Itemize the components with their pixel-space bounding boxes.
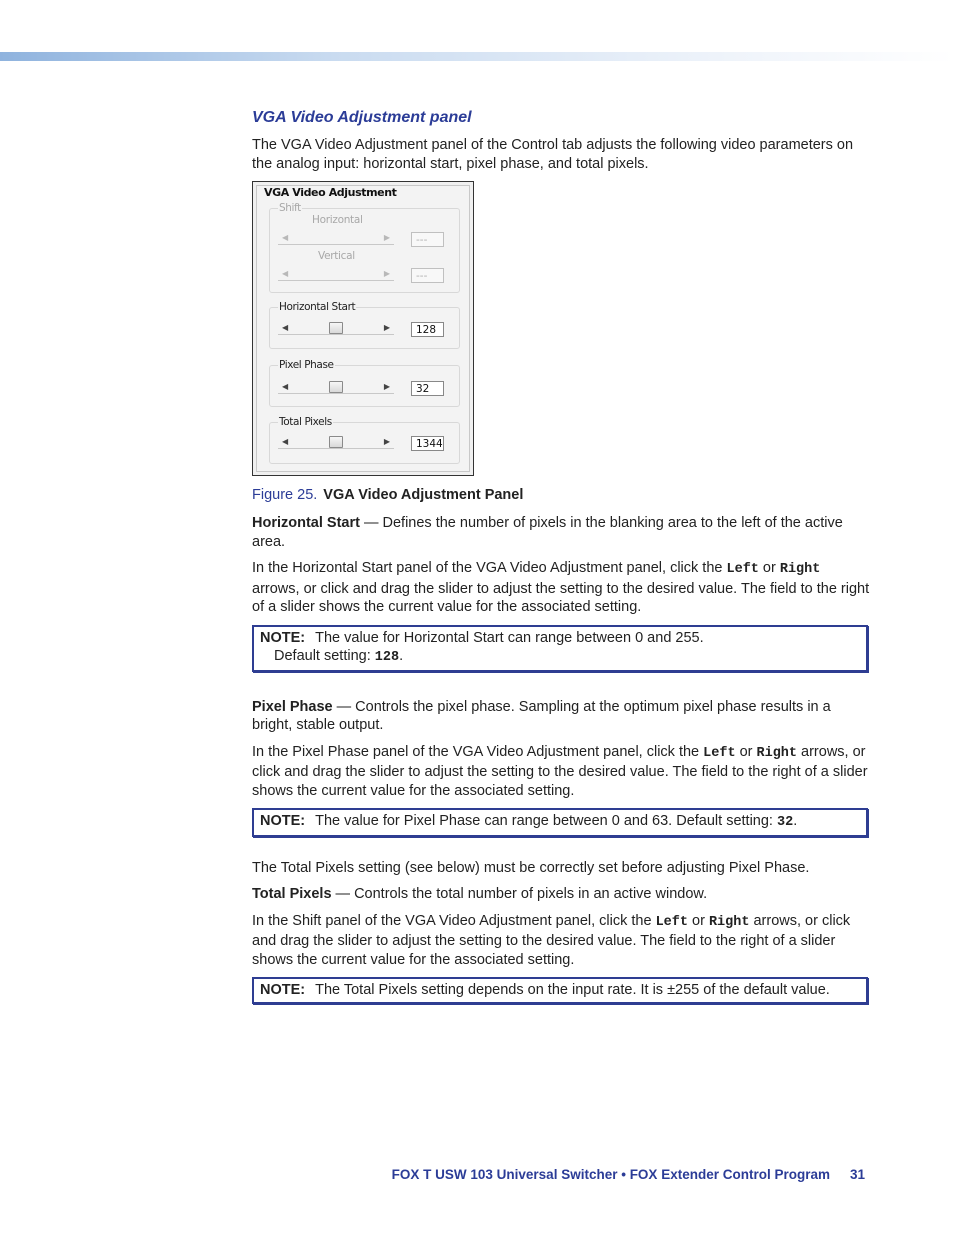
right-arrow-icon[interactable]: ▶ <box>383 323 390 332</box>
figure-caption <box>252 486 870 504</box>
pixel-phase-group <box>269 359 460 407</box>
note-text: The value for Pixel Phase can range between 0 and 63. Default setting: <box>315 813 777 829</box>
main-content <box>252 108 870 1016</box>
note-end: . <box>793 813 798 829</box>
left-key: Left <box>655 914 688 930</box>
left-arrow-icon[interactable]: ◀ <box>282 382 289 391</box>
or-text: or <box>758 560 780 576</box>
right-arrow-icon[interactable]: ▶ <box>383 269 390 278</box>
slider-thumb[interactable] <box>329 436 343 448</box>
left-arrow-icon[interactable]: ◀ <box>282 269 289 278</box>
instruction-text: arrows, or click and drag the slider to adjust the setting to the desired value. The field to the right of a slider shows the current value for the associated setting. <box>252 743 868 799</box>
note-default-line <box>260 647 860 668</box>
right-key: Right <box>779 562 821 577</box>
slider-thumb[interactable] <box>329 381 343 393</box>
vga-adjustment-screenshot <box>252 181 474 476</box>
shift-label: Shift <box>279 202 301 214</box>
total-pixels-instructions <box>252 912 870 970</box>
page-footer <box>0 1167 865 1182</box>
pixel-phase-instructions <box>252 743 870 801</box>
total-pixels-definition <box>252 885 870 904</box>
right-key: Right <box>708 914 750 930</box>
panel-title: VGA Video Adjustment <box>264 186 397 199</box>
total-pixels-note <box>252 977 868 1004</box>
horizontal-start-instructions <box>252 559 870 617</box>
pixel-phase-term: Pixel Phase <box>252 698 333 715</box>
note-default-prefix: Default setting: <box>274 648 375 664</box>
definition-text: — Defines the number of pixels in the blanking area to the left of the active area. <box>252 515 843 550</box>
left-arrow-icon[interactable]: ◀ <box>282 323 289 332</box>
instruction-text: In the Shift panel of the VGA Video Adjustment panel, click the <box>252 912 656 929</box>
instruction-text: arrows, or click and drag the slider to adjust the setting to the desired value. The field to the right of a slider shows the current value for the associated setting. <box>252 912 851 968</box>
note-text: The value for Horizontal Start can range between 0 and 255. <box>315 629 704 646</box>
footer-title: FOX T USW 103 Universal Switcher • FOX Extender Control Program <box>391 1167 830 1182</box>
note-text: The Total Pixels setting depends on the input rate. It is ±255 of the default value. <box>315 982 830 998</box>
horizontal-start-note <box>252 625 868 672</box>
instruction-text: arrows, or click and drag the slider to adjust the setting to the desired value. The field to the right of a slider shows the current value for the associated setting. <box>252 580 870 615</box>
total-pixels-label: Total Pixels <box>279 416 332 428</box>
pixel-phase-slider[interactable] <box>278 381 394 394</box>
page-number: 31 <box>849 1167 865 1182</box>
total-pixels-group <box>269 416 460 464</box>
note-end: . <box>399 648 404 664</box>
total-pixels-value[interactable]: 1344 <box>411 436 444 451</box>
total-pixels-term: Total Pixels <box>252 886 332 902</box>
right-key: Right <box>756 745 798 761</box>
spacer <box>252 684 870 698</box>
left-key: Left <box>726 562 759 577</box>
or-text: or <box>735 743 757 760</box>
horizontal-start-slider[interactable] <box>278 322 394 335</box>
header-gradient-bar <box>0 52 954 61</box>
horizontal-shift-slider[interactable] <box>278 232 394 245</box>
section-intro: The VGA Video Adjustment panel of the Control tab adjusts the following video parameters on the analog input: horizontal start, pixel phase, and total pixels. <box>252 137 854 172</box>
instruction-text: In the Pixel Phase panel of the VGA Video Adjustment panel, click the <box>252 743 704 760</box>
horizontal-shift-value[interactable]: --- <box>411 232 444 247</box>
definition-text: — Controls the pixel phase. Sampling at the optimum pixel phase results in a bright, stable output. <box>252 698 831 733</box>
figure-title: VGA Video Adjustment Panel <box>323 487 524 503</box>
or-text: or <box>687 912 709 929</box>
section-title: VGA Video Adjustment panel <box>252 109 472 126</box>
horizontal-start-value[interactable]: 128 <box>411 322 444 337</box>
note-label: NOTE: <box>260 629 306 646</box>
left-arrow-icon[interactable]: ◀ <box>282 233 289 242</box>
horizontal-start-definition <box>252 514 870 551</box>
note-default-value: 128 <box>374 650 400 665</box>
note-label: NOTE: <box>260 813 306 829</box>
pixel-phase-note <box>252 808 868 837</box>
right-arrow-icon[interactable]: ▶ <box>383 233 390 242</box>
right-arrow-icon[interactable]: ▶ <box>383 437 390 446</box>
horizontal-start-term: Horizontal Start <box>252 515 360 531</box>
horizontal-start-label: Horizontal Start <box>279 301 356 313</box>
vertical-label: Vertical <box>318 250 355 262</box>
total-pixels-slider[interactable] <box>278 436 394 449</box>
pixel-phase-label: Pixel Phase <box>279 359 334 371</box>
definition-text: — Controls the total number of pixels in an active window. <box>331 886 708 902</box>
horizontal-start-group <box>269 301 460 349</box>
vertical-shift-value[interactable]: --- <box>411 268 444 283</box>
left-arrow-icon[interactable]: ◀ <box>282 437 289 446</box>
shift-group <box>269 202 460 293</box>
note-label: NOTE: <box>260 982 306 998</box>
vertical-shift-slider[interactable] <box>278 268 394 281</box>
slider-thumb[interactable] <box>329 322 343 334</box>
right-arrow-icon[interactable]: ▶ <box>383 382 390 391</box>
figure-number: Figure 25. <box>252 487 318 503</box>
instruction-text: In the Horizontal Start panel of the VGA Video Adjustment panel, click the <box>252 560 727 576</box>
left-key: Left <box>703 745 736 761</box>
pixel-phase-definition <box>252 698 870 735</box>
spacer <box>252 849 870 859</box>
pixel-phase-value[interactable]: 32 <box>411 381 444 396</box>
panel-frame <box>256 185 470 472</box>
pixel-phase-after-note: The Total Pixels setting (see below) must be correctly set before adjusting Pixel Phase. <box>252 859 810 876</box>
note-default-value: 32 <box>777 815 794 830</box>
horizontal-label: Horizontal <box>312 214 363 226</box>
